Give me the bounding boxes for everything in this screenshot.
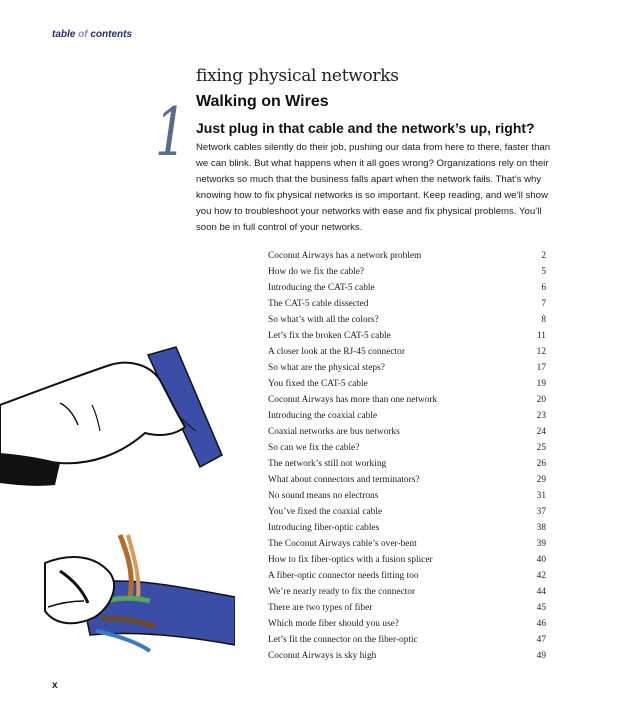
running-head-contents: contents xyxy=(90,29,133,40)
toc-entry-title: Coconut Airways has more than one network xyxy=(268,395,438,405)
toc-entry-page: 23 xyxy=(536,411,546,421)
chapter-intro: Network cables silently do their job, pushing our data from here to there, faster than we can blink. But what happens when it all goes wrong? Organizations rely on their networks so much that the business falls apart when the network fails. That’s why knowing how to fix physical networks is so important. Keep reading, and we’ll show you how to troubleshoot your networks with ease and fix physical problems. You’ll soon be in full control of your networks. xyxy=(196,142,551,233)
toc-entry-title: No sound means no electrons xyxy=(268,491,379,501)
toc-entry-title: Introducing the coaxial cable xyxy=(268,411,378,421)
running-head xyxy=(52,29,132,40)
toc-entry xyxy=(268,523,546,539)
toc-entry-title: So can we fix the cable? xyxy=(268,443,360,453)
toc-entry xyxy=(268,603,546,619)
toc-entry-page: 5 xyxy=(541,267,546,277)
toc-entry-title: Which mode fiber should you use? xyxy=(268,619,399,629)
toc-entry-page: 39 xyxy=(536,539,546,549)
toc-entry-title: The network’s still not working xyxy=(268,459,387,469)
toc-entry-title: The Coconut Airways cable’s over-bent xyxy=(268,539,417,549)
toc-entry xyxy=(268,635,546,651)
toc-entry xyxy=(268,363,546,379)
running-head-table: table xyxy=(52,29,76,40)
toc-entry-page: 19 xyxy=(536,379,546,389)
toc-entry xyxy=(268,507,546,523)
hand-with-cable-icon xyxy=(0,347,222,486)
toc-entry-page: 12 xyxy=(536,347,546,357)
toc-entry-page: 45 xyxy=(536,603,546,613)
toc-entry-title: What about connectors and terminators? xyxy=(268,475,420,485)
toc-entry-title: Introducing the CAT-5 cable xyxy=(268,283,375,293)
toc-entry-title: You fixed the CAT-5 cable xyxy=(268,379,368,389)
toc-entry-page: 8 xyxy=(541,315,546,325)
running-head-of: of xyxy=(78,29,88,40)
toc-entry xyxy=(268,267,546,283)
toc-entry-page: 26 xyxy=(536,459,546,469)
toc-entry xyxy=(268,411,546,427)
toc-entry-page: 17 xyxy=(536,363,546,373)
toc-entry xyxy=(268,539,546,555)
toc-entry-title: A closer look at the RJ-45 connector xyxy=(268,347,405,357)
toc-list xyxy=(268,251,546,667)
toc-entry-title: Coconut Airways is sky high xyxy=(268,651,377,661)
toc-entry-title: Let’s fix the broken CAT-5 cable xyxy=(268,331,391,341)
toc-entry-page: 29 xyxy=(536,475,546,485)
toc-entry-title: A fiber-optic connector needs fitting too xyxy=(268,571,419,581)
toc-entry-page: 49 xyxy=(536,651,546,661)
toc-entry-title: How to fix fiber-optics with a fusion splicer xyxy=(268,555,433,565)
toc-entry xyxy=(268,555,546,571)
toc-entry xyxy=(268,443,546,459)
toc-entry-title: We’re nearly ready to fix the connector xyxy=(268,587,416,597)
toc-entry-page: 20 xyxy=(536,395,546,405)
toc-entry xyxy=(268,379,546,395)
toc-entry-title: Introducing fiber-optic cables xyxy=(268,523,380,533)
toc-entry-page: 11 xyxy=(536,331,546,341)
toc-entry-page: 47 xyxy=(536,635,546,645)
toc-entry xyxy=(268,347,546,363)
toc-entry-page: 6 xyxy=(541,283,546,293)
toc-entry-title: How do we fix the cable? xyxy=(268,267,365,277)
toc-entry xyxy=(268,283,546,299)
chapter-kicker: fixing physical networks xyxy=(196,66,399,86)
chapter-number: 1 xyxy=(155,94,187,171)
toc-entry-title: There are two types of fiber xyxy=(268,603,373,613)
toc-entry xyxy=(268,491,546,507)
toc-entry-title: You’ve fixed the coaxial cable xyxy=(268,507,383,517)
chapter-subtitle: Just plug in that cable and the network’s up, right? xyxy=(196,120,535,136)
toc-entry xyxy=(268,571,546,587)
toc-entry-page: 25 xyxy=(536,443,546,453)
hand-with-cat5-icon xyxy=(45,535,235,651)
toc-entry xyxy=(268,587,546,603)
toc-entry xyxy=(268,315,546,331)
toc-entry-page: 7 xyxy=(541,299,546,309)
toc-entry xyxy=(268,459,546,475)
toc-entry-title: Coconut Airways has a network problem xyxy=(268,251,422,261)
toc-entry xyxy=(268,299,546,315)
toc-entry xyxy=(268,475,546,491)
cable-illustration xyxy=(0,335,235,675)
toc-entry-page: 31 xyxy=(536,491,546,501)
toc-entry-title: So what’s with all the colors? xyxy=(268,315,379,325)
toc-entry xyxy=(268,651,546,667)
toc-entry-page: 2 xyxy=(541,251,546,261)
toc-entry-title: Let’s fit the connector on the fiber-optic xyxy=(268,635,418,645)
toc-entry-page: 44 xyxy=(536,587,546,597)
page-folio: x xyxy=(52,680,58,691)
toc-entry-page: 38 xyxy=(536,523,546,533)
toc-entry-title: The CAT-5 cable dissected xyxy=(268,299,369,309)
chapter-title: Walking on Wires xyxy=(196,93,329,110)
toc-entry xyxy=(268,395,546,411)
toc-entry-title: Coaxial networks are bus networks xyxy=(268,427,400,437)
toc-entry xyxy=(268,331,546,347)
toc-entry xyxy=(268,251,546,267)
toc-entry xyxy=(268,427,546,443)
toc-entry-page: 37 xyxy=(536,507,546,517)
toc-entry-title: So what are the physical steps? xyxy=(268,363,385,373)
toc-entry-page: 46 xyxy=(536,619,546,629)
toc-entry-page: 42 xyxy=(536,571,546,581)
toc-entry xyxy=(268,619,546,635)
toc-entry-page: 40 xyxy=(536,555,546,565)
toc-entry-page: 24 xyxy=(536,427,546,437)
